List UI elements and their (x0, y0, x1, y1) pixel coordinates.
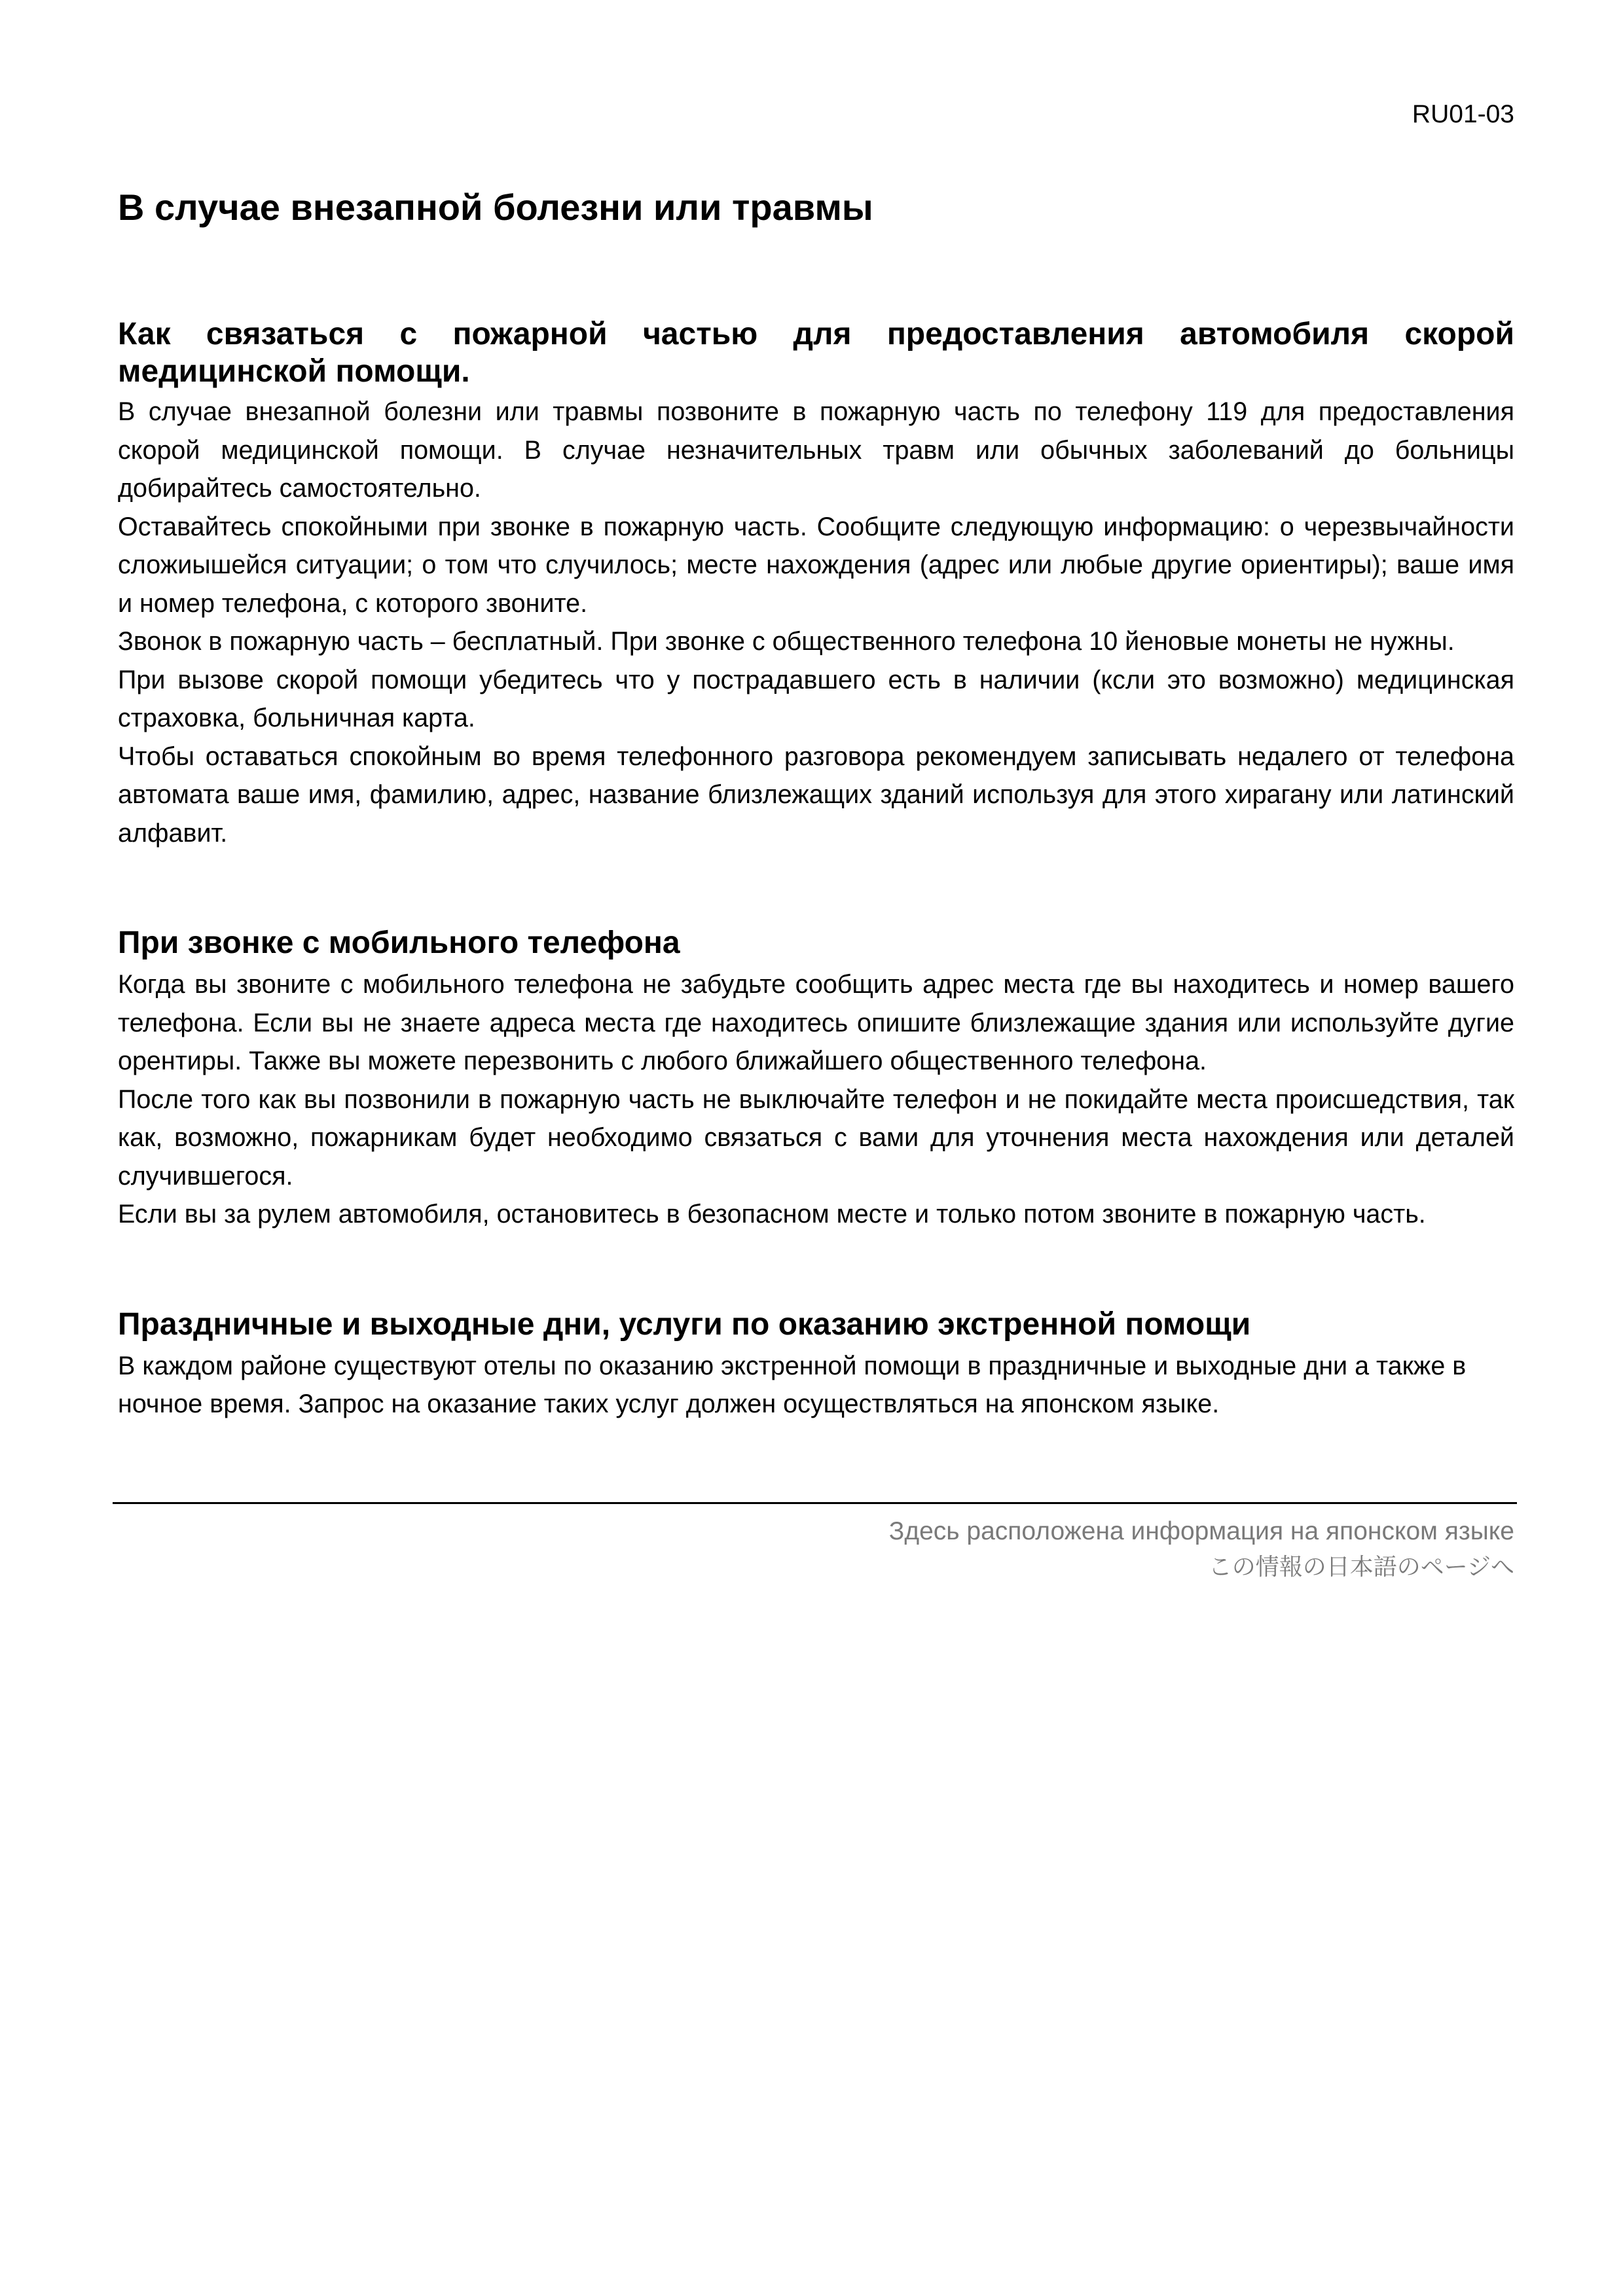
section-body-mobile-phone (118, 965, 1514, 1234)
paragraph: При вызове скорой помощи убедитесь что у пострадавшего есть в наличии (ксли это возможно) медицинская страховка, больничная карта. (118, 665, 1514, 732)
paragraph: Звонок в пожарную часть – бесплатный. При звонке с общественного телефона 10 йеновые монеты не нужны. (118, 627, 1455, 656)
section-heading-holiday-services: Праздничные и выходные дни, услуги по оказанию экстренной помощи (118, 1306, 1251, 1342)
section-heading-mobile-phone: При звонке с мобильного телефона (118, 925, 680, 960)
section-heading-ambulance: Как связаться с пожарной частью для предоставления автомобиля скорой медицинской помощи. (118, 317, 1514, 389)
page-title: В случае внезапной болезни или травмы (118, 187, 873, 228)
section-body-ambulance (118, 393, 1514, 852)
document-code: RU01-03 (1412, 100, 1514, 128)
paragraph: В случае внезапной болезни или травмы позвоните в пожарную часть по телефону 119 для предоставления скорой медицинской помощи. В случае незначительных травм или обычных заболеваний до больницы добирайтесь самостоятельно. (118, 397, 1514, 503)
document-page (118, 98, 1514, 1585)
section-ambulance (118, 315, 1514, 852)
section-holiday-services (118, 1306, 1514, 1424)
japanese-info-link-ru[interactable]: Здесь расположена информация на японском языке (888, 1516, 1514, 1545)
paragraph: Если вы за рулем автомобиля, остановитесь в безопасном месте и только потом звоните в пожарную часть. (118, 1200, 1426, 1229)
paragraph: Оставайтесь спокойными при звонке в пожарную часть. Сообщите следующую информацию: о черезвычайности сложиышейся ситуации; о том что случилось; месте нахождения (адрес или любые другие ориентиры); ваше имя и номер телефона, с которого звоните. (118, 512, 1514, 618)
paragraph: После того как вы позвонили в пожарную часть не выключайте телефон и не покидайте места происшедствия, так как, возможно, пожарникам будет необходимо связаться с вами для уточнения места нахождения или деталей случившегося. (118, 1085, 1514, 1191)
paragraph: Когда вы звоните с мобильного телефона не забудьте сообщить адрес места где вы находитесь и номер вашего телефона. Если вы не знаете адреса места где находитесь опишите близлежащие здания или используйте дугие орентиры. Также вы можете перезвонить с любого ближайшего общественного телефона. (118, 970, 1514, 1075)
japanese-info-link-ja[interactable]: この情報の日本語のページへ (1208, 1553, 1514, 1581)
footer-links (118, 1513, 1514, 1585)
paragraph: В каждом районе существуют отелы по оказанию экстренной помощи в праздничные и выходные дни а также в ночное время. Запрос на оказание таких услуг должен осуществляться на японском языке. (118, 1351, 1467, 1418)
section-body-holiday-services (118, 1347, 1514, 1424)
footer-divider (113, 1502, 1517, 1504)
paragraph: Чтобы оставаться спокойным во время телефонного разговора рекомендуем записывать недалего от телефона автомата ваше имя, фамилию, адрес, название близлежащих зданий используя для этого хирагану или латинский алфавит. (118, 742, 1514, 848)
section-mobile-phone (118, 924, 1514, 1234)
